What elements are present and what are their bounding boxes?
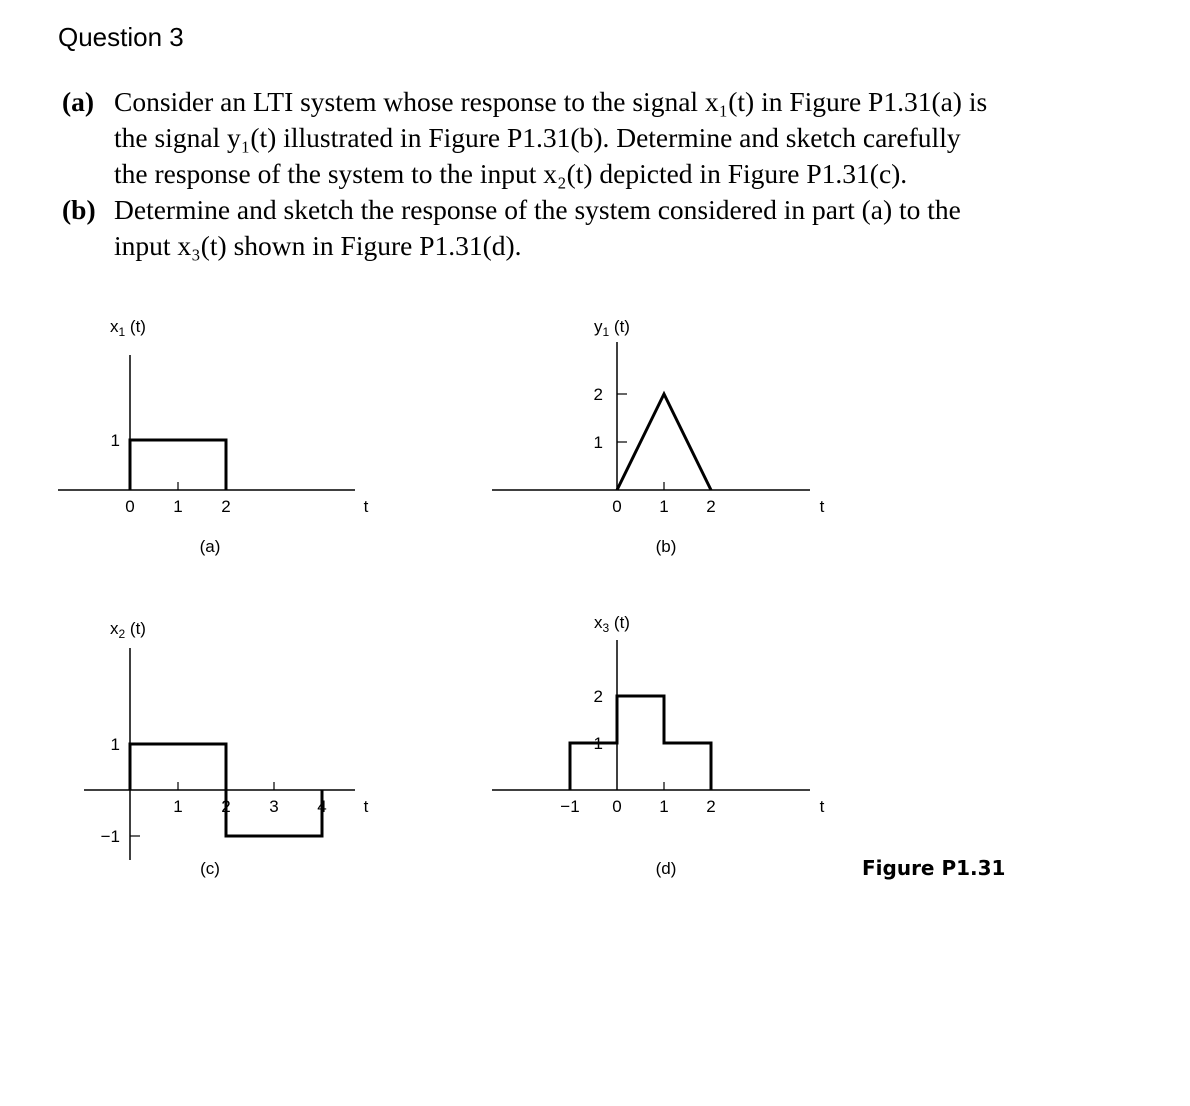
part-a-label: (a) [62,86,95,117]
x-tick-label-a: 2 [221,497,231,516]
part-a-line-2: the signal y₁(t) illustrated in Figure P1.31(b). Determine and sketch carefully [114,122,961,153]
x-tick-label-a: 0 [125,497,135,516]
x-tick-label-d: 0 [612,797,622,816]
y-label-subscript: 2 [118,627,126,641]
y-tick-label-b: 1 [593,433,603,452]
y-label-main: x [110,619,119,638]
y-tick-label-a: 1 [110,431,120,450]
y-label-suffix: (t) [609,317,630,336]
x-tick-label-c: 1 [173,797,183,816]
y-axis-label-c [110,619,146,641]
x-tick-label-a: 1 [173,497,183,516]
panel-caption-b: (b) [655,537,677,556]
x-axis-label-a: t [363,497,369,516]
x-tick-label-c: 2 [221,797,231,816]
part-b-line-1: Determine and sketch the response of the system considered in part (a) to the [114,194,961,225]
y-label-main: x [110,317,119,336]
part-a-line-1: Consider an LTI system whose response to the signal x₁(t) in Figure P1.31(a) is [114,86,988,117]
part-b-line-2: input x₃(t) shown in Figure P1.31(d). [114,230,522,261]
y-label-subscript: 1 [602,325,610,339]
signal-b [617,394,711,490]
part-a-line-3: the response of the system to the input x₂(t) depicted in Figure P1.31(c). [114,158,908,189]
y-label-main: x [594,613,603,632]
x-tick-label-d: 1 [659,797,669,816]
y-label-subscript: 3 [602,621,610,635]
figure-title: Figure P1.31 [862,856,1006,880]
x-tick-label-c: 3 [269,797,279,816]
x-tick-label-c: 4 [317,797,327,816]
x-axis-label-c: t [363,797,369,816]
panel-caption-a: (a) [199,537,221,556]
y-label-subscript: 1 [118,325,126,339]
panel-caption-d: (d) [655,859,677,878]
part-b-label: (b) [62,194,96,225]
y-tick-label-c: −1 [100,827,120,846]
x-tick-label-b: 2 [706,497,716,516]
y-tick-label-c: 1 [110,735,120,754]
x-tick-label-d: −1 [560,797,580,816]
y-label-main: y [594,317,603,336]
y-tick-label-d: 1 [593,734,603,753]
y-label-suffix: (t) [125,317,146,336]
x-tick-label-b: 1 [659,497,669,516]
y-label-suffix: (t) [125,619,146,638]
y-label-suffix: (t) [609,613,630,632]
signal-d [570,696,711,790]
x-tick-label-d: 2 [706,797,716,816]
y-tick-label-b: 2 [593,385,603,404]
y-axis-label-d [594,613,630,635]
y-axis-label-b [594,317,630,339]
y-axis-label-a [110,317,146,339]
x-axis-label-d: t [819,797,825,816]
x-axis-label-b: t [819,497,825,516]
panel-caption-c: (c) [200,859,220,878]
y-tick-label-d: 2 [593,687,603,706]
question-heading: Question 3 [58,22,184,52]
x-tick-label-b: 0 [612,497,622,516]
